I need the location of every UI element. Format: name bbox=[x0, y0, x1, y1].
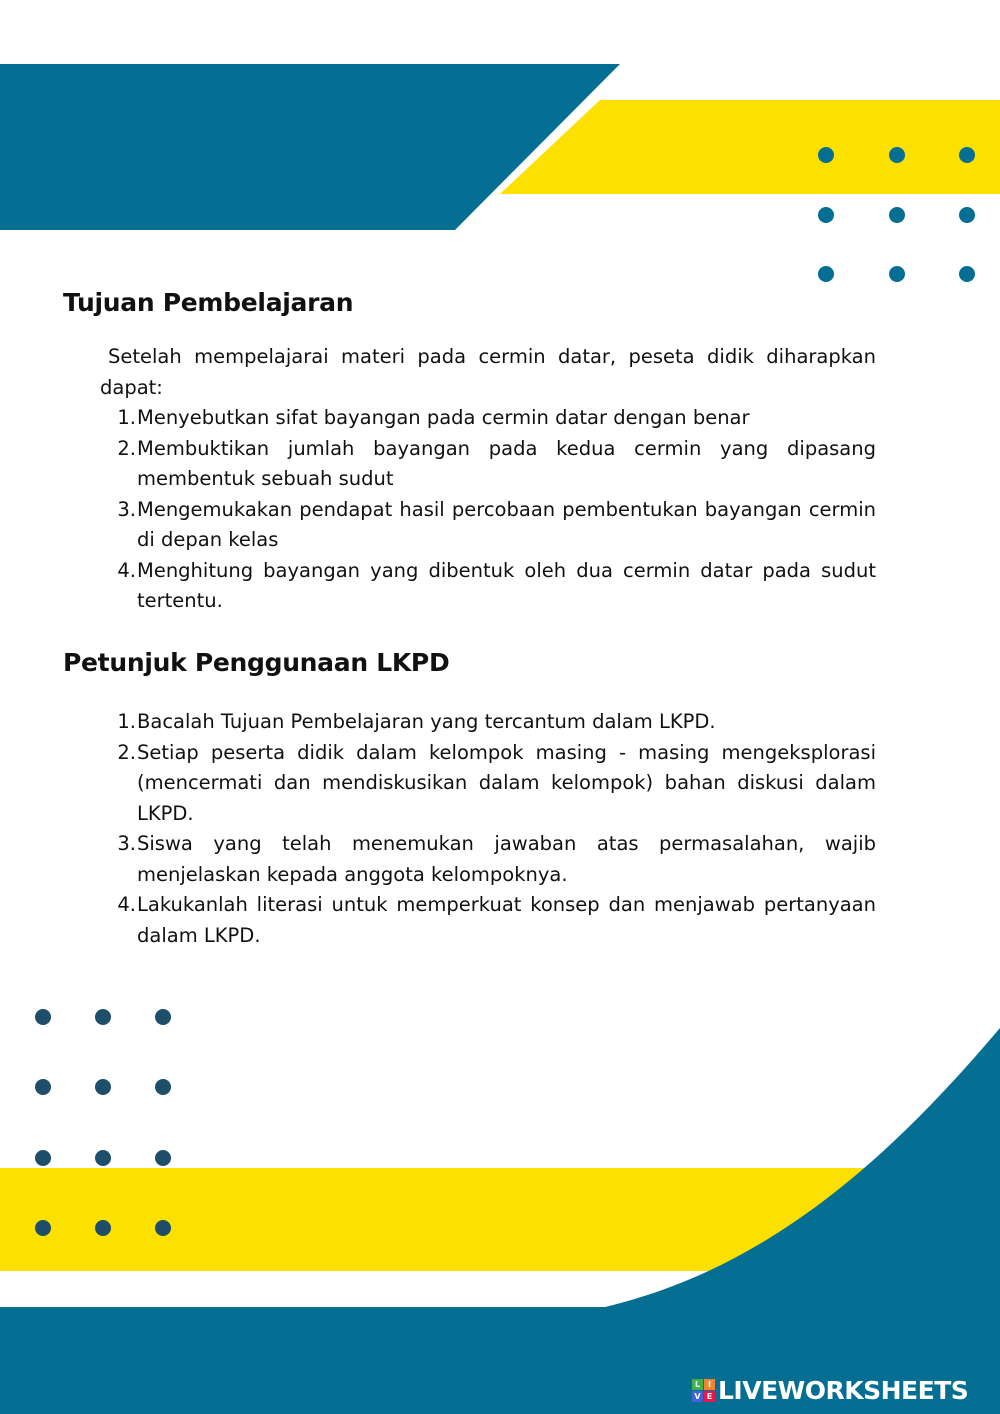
dot bbox=[889, 266, 905, 282]
list-item-text: Siswa yang telah menemukan jawaban atas permasalahan, wajib menjelaskan kepada anggota kelompoknya. bbox=[137, 832, 876, 886]
objectives-list bbox=[0, 403, 876, 617]
dot bbox=[155, 1150, 171, 1166]
intro-paragraph: Setelah mempelajarai materi pada cermin datar, peseta didik diharapkan dapat: bbox=[100, 345, 876, 399]
dot bbox=[889, 207, 905, 223]
dot bbox=[959, 266, 975, 282]
dot bbox=[818, 266, 834, 282]
list-item-text: Setiap peserta didik dalam kelompok masing - masing mengeksplorasi (mencermati dan mendiskusikan dalam kelompok) bahan diskusi dalam LKPD. bbox=[137, 740, 876, 825]
list-item bbox=[0, 738, 876, 830]
logo-letter: L bbox=[692, 1379, 703, 1390]
list-item-text: Membuktikan jumlah bayangan pada kedua cermin yang dipasang membentuk sebuah sudut bbox=[137, 436, 876, 490]
instructions-list bbox=[0, 707, 876, 951]
list-item bbox=[0, 829, 876, 890]
list-number: 3. bbox=[117, 497, 136, 521]
list-item-text: Menghitung bayangan yang dibentuk oleh dua cermin datar pada sudut tertentu. bbox=[137, 558, 876, 612]
list-number: 3. bbox=[117, 832, 136, 855]
list-number: 1. bbox=[117, 406, 136, 429]
list-item-text: Bacalah Tujuan Pembelajaran yang tercantum dalam LKPD. bbox=[137, 710, 716, 733]
top-teal-band bbox=[0, 64, 620, 230]
top-yellow-band bbox=[500, 100, 1000, 194]
list-number: 2. bbox=[117, 740, 136, 764]
dot bbox=[95, 1009, 111, 1025]
dot bbox=[155, 1220, 171, 1236]
dot bbox=[35, 1009, 51, 1025]
list-number: 1. bbox=[117, 710, 136, 733]
dot bbox=[959, 147, 975, 163]
dot bbox=[155, 1079, 171, 1095]
logo-letter: E bbox=[704, 1391, 715, 1402]
dot bbox=[95, 1150, 111, 1166]
liveworksheets-logo[interactable] bbox=[692, 1374, 968, 1406]
list-item-text: Menyebutkan sifat bayangan pada cermin datar dengan benar bbox=[137, 406, 750, 429]
list-item-text: Lakukanlah literasi untuk memperkuat konsep dan menjawab pertanyaan dalam LKPD. bbox=[137, 893, 876, 947]
dot bbox=[818, 207, 834, 223]
logo-text: LIVEWORKSHEETS bbox=[718, 1375, 969, 1405]
list-number: 4. bbox=[117, 558, 136, 582]
dot bbox=[959, 207, 975, 223]
dot bbox=[35, 1220, 51, 1236]
section-heading-tujuan: Tujuan Pembelajaran bbox=[63, 288, 354, 317]
dot bbox=[35, 1079, 51, 1095]
dot bbox=[818, 147, 834, 163]
dot bbox=[95, 1220, 111, 1236]
list-item bbox=[0, 403, 876, 434]
dot bbox=[95, 1079, 111, 1095]
dot bbox=[889, 147, 905, 163]
list-item bbox=[0, 707, 876, 738]
section-heading-petunjuk: Petunjuk Penggunaan LKPD bbox=[63, 648, 450, 677]
list-item bbox=[0, 890, 876, 951]
list-number: 2. bbox=[117, 436, 136, 460]
logo-letter: V bbox=[692, 1391, 703, 1402]
list-item bbox=[0, 434, 876, 495]
logo-letter: I bbox=[704, 1379, 715, 1390]
list-item bbox=[0, 556, 876, 617]
dot bbox=[35, 1150, 51, 1166]
list-item-text: Mengemukakan pendapat hasil percobaan pembentukan bayangan cermin di depan kelas bbox=[137, 497, 876, 551]
list-item bbox=[0, 495, 876, 556]
list-number: 4. bbox=[117, 893, 136, 916]
logo-mark-icon bbox=[692, 1379, 715, 1402]
dot bbox=[155, 1009, 171, 1025]
